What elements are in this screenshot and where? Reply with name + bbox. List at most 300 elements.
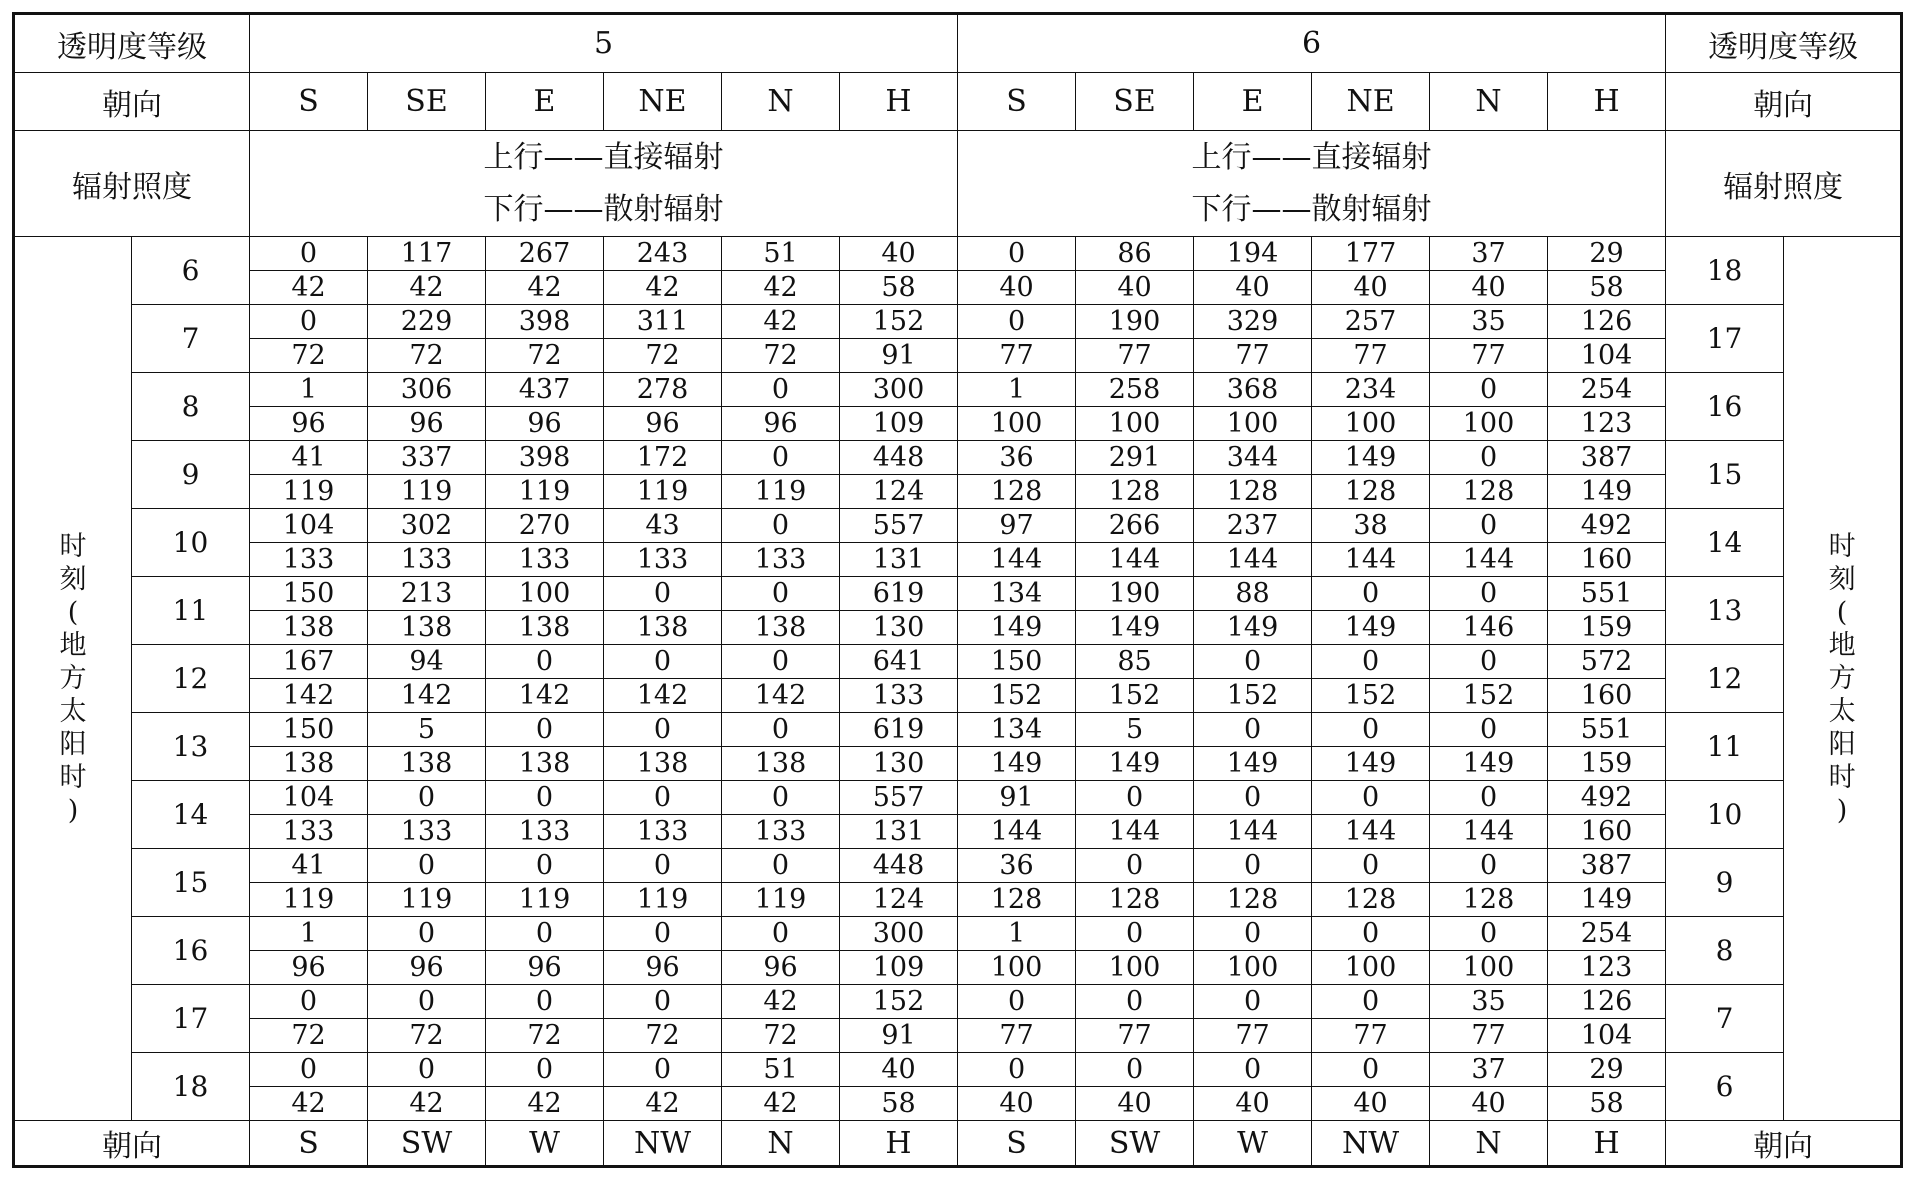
direct-value-cell: 0 bbox=[368, 781, 486, 815]
diffuse-value-cell: 160 bbox=[1548, 543, 1666, 577]
diffuse-value-cell: 133 bbox=[722, 815, 840, 849]
direct-value-cell: 0 bbox=[722, 509, 840, 543]
direct-value-cell: 0 bbox=[486, 849, 604, 883]
table-row-direct bbox=[14, 713, 1902, 747]
diffuse-value-cell: 133 bbox=[604, 543, 722, 577]
hour-left-cell: 9 bbox=[132, 441, 250, 509]
diffuse-value-cell: 91 bbox=[840, 339, 958, 373]
direct-value-cell: 0 bbox=[1076, 917, 1194, 951]
direct-value-cell: 85 bbox=[1076, 645, 1194, 679]
diffuse-value-cell: 149 bbox=[1194, 611, 1312, 645]
direct-value-cell: 150 bbox=[250, 713, 368, 747]
direct-value-cell: 1 bbox=[958, 373, 1076, 407]
diffuse-value-cell: 133 bbox=[250, 543, 368, 577]
direct-value-cell: 267 bbox=[486, 237, 604, 271]
time-label-char: ) bbox=[1836, 795, 1848, 826]
diffuse-value-cell: 109 bbox=[840, 951, 958, 985]
table-row-diffuse bbox=[14, 271, 1902, 305]
orientation-header-cell: N bbox=[1430, 73, 1548, 131]
diffuse-value-cell: 160 bbox=[1548, 815, 1666, 849]
hour-right-cell: 8 bbox=[1666, 917, 1784, 985]
diffuse-value-cell: 142 bbox=[250, 679, 368, 713]
level-5-header: 5 bbox=[250, 14, 958, 73]
time-label-right bbox=[1784, 237, 1902, 1121]
diffuse-value-cell: 119 bbox=[604, 475, 722, 509]
table-row-direct bbox=[14, 917, 1902, 951]
hour-left-cell: 12 bbox=[132, 645, 250, 713]
orientation-footer-cell: W bbox=[1194, 1121, 1312, 1167]
diffuse-value-cell: 144 bbox=[1312, 543, 1430, 577]
direct-value-cell: 1 bbox=[250, 373, 368, 407]
diffuse-value-cell: 42 bbox=[368, 1087, 486, 1121]
diffuse-value-cell: 152 bbox=[958, 679, 1076, 713]
diffuse-value-cell: 149 bbox=[958, 747, 1076, 781]
hour-right-cell: 17 bbox=[1666, 305, 1784, 373]
diffuse-value-cell: 72 bbox=[486, 339, 604, 373]
diffuse-value-cell: 72 bbox=[368, 339, 486, 373]
diffuse-value-cell: 42 bbox=[250, 1087, 368, 1121]
time-label-char: 刻 bbox=[1828, 564, 1856, 595]
diffuse-value-cell: 152 bbox=[1312, 679, 1430, 713]
direct-value-cell: 126 bbox=[1548, 985, 1666, 1019]
diffuse-value-cell: 144 bbox=[1312, 815, 1430, 849]
table-row-diffuse bbox=[14, 543, 1902, 577]
direct-value-cell: 41 bbox=[250, 849, 368, 883]
direct-value-cell: 100 bbox=[486, 577, 604, 611]
table-row-direct bbox=[14, 645, 1902, 679]
diffuse-value-cell: 144 bbox=[1430, 815, 1548, 849]
diffuse-value-cell: 119 bbox=[722, 883, 840, 917]
direct-value-cell: 0 bbox=[486, 645, 604, 679]
direct-value-cell: 0 bbox=[1430, 509, 1548, 543]
direct-value-cell: 41 bbox=[250, 441, 368, 475]
hour-left-cell: 7 bbox=[132, 305, 250, 373]
direct-value-cell: 172 bbox=[604, 441, 722, 475]
direct-value-cell: 0 bbox=[1430, 917, 1548, 951]
diffuse-value-cell: 144 bbox=[1194, 543, 1312, 577]
direct-value-cell: 5 bbox=[368, 713, 486, 747]
direct-value-cell: 0 bbox=[958, 237, 1076, 271]
time-label-char: 时 bbox=[1828, 531, 1856, 562]
direct-value-cell: 97 bbox=[958, 509, 1076, 543]
diffuse-value-cell: 42 bbox=[604, 1087, 722, 1121]
diffuse-value-cell: 40 bbox=[1076, 271, 1194, 305]
table-row-direct bbox=[14, 305, 1902, 339]
diffuse-value-cell: 119 bbox=[250, 883, 368, 917]
direct-value-cell: 152 bbox=[840, 305, 958, 339]
direct-value-cell: 213 bbox=[368, 577, 486, 611]
irradiance-table bbox=[12, 12, 1903, 1168]
diffuse-value-cell: 128 bbox=[1076, 475, 1194, 509]
direct-value-cell: 448 bbox=[840, 849, 958, 883]
time-label-char: 地 bbox=[59, 630, 87, 661]
legend-lower-line: 下行——散射辐射 bbox=[1191, 191, 1432, 227]
diffuse-value-cell: 72 bbox=[368, 1019, 486, 1053]
diffuse-value-cell: 100 bbox=[1312, 407, 1430, 441]
direct-value-cell: 0 bbox=[604, 1053, 722, 1087]
time-label-char: 时 bbox=[59, 531, 87, 562]
hour-right-cell: 18 bbox=[1666, 237, 1784, 305]
time-label-char: 时 bbox=[59, 762, 87, 793]
header-row-transparency bbox=[14, 14, 1902, 73]
hour-left-cell: 6 bbox=[132, 237, 250, 305]
diffuse-value-cell: 152 bbox=[1194, 679, 1312, 713]
direct-value-cell: 492 bbox=[1548, 781, 1666, 815]
direct-value-cell: 51 bbox=[722, 1053, 840, 1087]
hour-right-cell: 13 bbox=[1666, 577, 1784, 645]
direct-value-cell: 258 bbox=[1076, 373, 1194, 407]
orientation-header-cell: E bbox=[486, 73, 604, 131]
time-label-stack bbox=[56, 530, 90, 827]
orientation-footer-cell: S bbox=[250, 1121, 368, 1167]
hour-left-cell: 17 bbox=[132, 985, 250, 1053]
direct-value-cell: 51 bbox=[722, 237, 840, 271]
direct-value-cell: 43 bbox=[604, 509, 722, 543]
diffuse-value-cell: 146 bbox=[1430, 611, 1548, 645]
direct-value-cell: 0 bbox=[604, 713, 722, 747]
table-row-diffuse bbox=[14, 475, 1902, 509]
direct-value-cell: 37 bbox=[1430, 237, 1548, 271]
direct-value-cell: 243 bbox=[604, 237, 722, 271]
orientation-header-cell: E bbox=[1194, 73, 1312, 131]
direct-value-cell: 329 bbox=[1194, 305, 1312, 339]
direct-value-cell: 40 bbox=[840, 1053, 958, 1087]
diffuse-value-cell: 142 bbox=[486, 679, 604, 713]
time-label-char: 方 bbox=[1828, 663, 1856, 694]
diffuse-value-cell: 77 bbox=[1194, 1019, 1312, 1053]
diffuse-value-cell: 119 bbox=[486, 475, 604, 509]
orientation-footer-cell: H bbox=[840, 1121, 958, 1167]
diffuse-value-cell: 96 bbox=[722, 951, 840, 985]
diffuse-value-cell: 42 bbox=[368, 271, 486, 305]
direct-value-cell: 0 bbox=[722, 917, 840, 951]
direct-value-cell: 0 bbox=[604, 781, 722, 815]
direct-value-cell: 0 bbox=[1312, 577, 1430, 611]
direct-value-cell: 5 bbox=[1076, 713, 1194, 747]
diffuse-value-cell: 40 bbox=[1194, 271, 1312, 305]
diffuse-value-cell: 96 bbox=[250, 951, 368, 985]
diffuse-value-cell: 119 bbox=[368, 883, 486, 917]
diffuse-value-cell: 40 bbox=[1430, 271, 1548, 305]
direct-value-cell: 254 bbox=[1548, 373, 1666, 407]
diffuse-value-cell: 77 bbox=[1430, 1019, 1548, 1053]
direct-value-cell: 270 bbox=[486, 509, 604, 543]
hour-right-cell: 11 bbox=[1666, 713, 1784, 781]
direct-value-cell: 0 bbox=[1194, 645, 1312, 679]
diffuse-value-cell: 77 bbox=[1076, 1019, 1194, 1053]
direct-value-cell: 0 bbox=[1194, 849, 1312, 883]
table-row-direct bbox=[14, 441, 1902, 475]
diffuse-value-cell: 100 bbox=[1312, 951, 1430, 985]
table-row-diffuse bbox=[14, 679, 1902, 713]
time-label-char: 时 bbox=[1828, 762, 1856, 793]
direct-value-cell: 306 bbox=[368, 373, 486, 407]
hour-right-cell: 14 bbox=[1666, 509, 1784, 577]
diffuse-value-cell: 123 bbox=[1548, 407, 1666, 441]
direct-value-cell: 0 bbox=[1312, 985, 1430, 1019]
direct-value-cell: 0 bbox=[604, 645, 722, 679]
orientation-footer-cell: N bbox=[1430, 1121, 1548, 1167]
direct-value-cell: 0 bbox=[604, 849, 722, 883]
direct-value-cell: 0 bbox=[1312, 849, 1430, 883]
diffuse-value-cell: 152 bbox=[1076, 679, 1194, 713]
direct-value-cell: 302 bbox=[368, 509, 486, 543]
diffuse-value-cell: 40 bbox=[1312, 271, 1430, 305]
diffuse-value-cell: 133 bbox=[722, 543, 840, 577]
time-label-char: 太 bbox=[59, 696, 87, 727]
diffuse-value-cell: 124 bbox=[840, 475, 958, 509]
diffuse-value-cell: 133 bbox=[368, 815, 486, 849]
table-row-direct bbox=[14, 849, 1902, 883]
direct-value-cell: 0 bbox=[368, 917, 486, 951]
direct-value-cell: 0 bbox=[1430, 713, 1548, 747]
diffuse-value-cell: 149 bbox=[1548, 883, 1666, 917]
legend-lower-line: 下行——散射辐射 bbox=[483, 191, 724, 227]
diffuse-value-cell: 159 bbox=[1548, 747, 1666, 781]
diffuse-value-cell: 100 bbox=[958, 407, 1076, 441]
diffuse-value-cell: 138 bbox=[722, 611, 840, 645]
direct-value-cell: 0 bbox=[722, 645, 840, 679]
direct-value-cell: 0 bbox=[486, 917, 604, 951]
orientation-header-cell: H bbox=[840, 73, 958, 131]
time-label-char: ( bbox=[1836, 597, 1848, 628]
direct-value-cell: 0 bbox=[1430, 781, 1548, 815]
diffuse-value-cell: 104 bbox=[1548, 339, 1666, 373]
irradiance-label-right: 辐射照度 bbox=[1666, 131, 1902, 237]
diffuse-value-cell: 119 bbox=[604, 883, 722, 917]
diffuse-value-cell: 100 bbox=[1430, 951, 1548, 985]
direct-value-cell: 37 bbox=[1430, 1053, 1548, 1087]
orientation-header-cell: N bbox=[722, 73, 840, 131]
diffuse-value-cell: 144 bbox=[1076, 815, 1194, 849]
diffuse-value-cell: 144 bbox=[1194, 815, 1312, 849]
table-row-diffuse bbox=[14, 339, 1902, 373]
direct-value-cell: 0 bbox=[604, 985, 722, 1019]
direct-value-cell: 0 bbox=[486, 713, 604, 747]
direct-value-cell: 0 bbox=[368, 1053, 486, 1087]
direct-value-cell: 42 bbox=[722, 305, 840, 339]
diffuse-value-cell: 131 bbox=[840, 543, 958, 577]
diffuse-value-cell: 77 bbox=[958, 1019, 1076, 1053]
direct-value-cell: 126 bbox=[1548, 305, 1666, 339]
direct-value-cell: 0 bbox=[722, 713, 840, 747]
table-row-direct bbox=[14, 509, 1902, 543]
diffuse-value-cell: 138 bbox=[368, 611, 486, 645]
diffuse-value-cell: 130 bbox=[840, 611, 958, 645]
diffuse-value-cell: 42 bbox=[604, 271, 722, 305]
diffuse-value-cell: 40 bbox=[958, 271, 1076, 305]
direct-value-cell: 0 bbox=[486, 1053, 604, 1087]
orientation-footer-cell: NW bbox=[604, 1121, 722, 1167]
diffuse-value-cell: 40 bbox=[1076, 1087, 1194, 1121]
diffuse-value-cell: 104 bbox=[1548, 1019, 1666, 1053]
direct-value-cell: 344 bbox=[1194, 441, 1312, 475]
orientation-footer-cell: N bbox=[722, 1121, 840, 1167]
direct-value-cell: 619 bbox=[840, 713, 958, 747]
diffuse-value-cell: 119 bbox=[250, 475, 368, 509]
diffuse-value-cell: 128 bbox=[1194, 475, 1312, 509]
direct-value-cell: 29 bbox=[1548, 1053, 1666, 1087]
diffuse-value-cell: 96 bbox=[486, 407, 604, 441]
orientation-header-cell: S bbox=[250, 73, 368, 131]
direct-value-cell: 190 bbox=[1076, 577, 1194, 611]
direct-value-cell: 0 bbox=[250, 1053, 368, 1087]
direct-value-cell: 0 bbox=[1194, 713, 1312, 747]
diffuse-value-cell: 149 bbox=[1312, 611, 1430, 645]
diffuse-value-cell: 142 bbox=[604, 679, 722, 713]
direct-value-cell: 35 bbox=[1430, 985, 1548, 1019]
hour-right-cell: 12 bbox=[1666, 645, 1784, 713]
diffuse-value-cell: 128 bbox=[1430, 883, 1548, 917]
time-label-char: 方 bbox=[59, 663, 87, 694]
diffuse-value-cell: 159 bbox=[1548, 611, 1666, 645]
diffuse-value-cell: 131 bbox=[840, 815, 958, 849]
diffuse-value-cell: 128 bbox=[1312, 475, 1430, 509]
direct-value-cell: 104 bbox=[250, 781, 368, 815]
direct-value-cell: 152 bbox=[840, 985, 958, 1019]
direct-value-cell: 0 bbox=[250, 985, 368, 1019]
hour-right-cell: 6 bbox=[1666, 1053, 1784, 1121]
diffuse-value-cell: 100 bbox=[1194, 951, 1312, 985]
table-row-direct bbox=[14, 1053, 1902, 1087]
diffuse-value-cell: 72 bbox=[604, 1019, 722, 1053]
diffuse-value-cell: 58 bbox=[840, 1087, 958, 1121]
hour-left-cell: 11 bbox=[132, 577, 250, 645]
diffuse-value-cell: 149 bbox=[1194, 747, 1312, 781]
orientation-label-left: 朝向 bbox=[14, 73, 250, 131]
direct-value-cell: 134 bbox=[958, 713, 1076, 747]
direct-value-cell: 0 bbox=[1194, 781, 1312, 815]
diffuse-value-cell: 96 bbox=[722, 407, 840, 441]
diffuse-value-cell: 100 bbox=[1076, 407, 1194, 441]
diffuse-value-cell: 40 bbox=[1194, 1087, 1312, 1121]
table-row-diffuse bbox=[14, 883, 1902, 917]
direct-value-cell: 398 bbox=[486, 305, 604, 339]
direct-value-cell: 0 bbox=[1430, 373, 1548, 407]
orientation-footer-cell: SW bbox=[1076, 1121, 1194, 1167]
diffuse-value-cell: 72 bbox=[250, 1019, 368, 1053]
orientation-header-cell: S bbox=[958, 73, 1076, 131]
diffuse-value-cell: 40 bbox=[1430, 1087, 1548, 1121]
diffuse-value-cell: 142 bbox=[722, 679, 840, 713]
hour-right-cell: 9 bbox=[1666, 849, 1784, 917]
diffuse-value-cell: 133 bbox=[486, 815, 604, 849]
diffuse-value-cell: 96 bbox=[486, 951, 604, 985]
orientation-footer-cell: NW bbox=[1312, 1121, 1430, 1167]
diffuse-value-cell: 109 bbox=[840, 407, 958, 441]
direct-value-cell: 150 bbox=[958, 645, 1076, 679]
diffuse-value-cell: 138 bbox=[722, 747, 840, 781]
diffuse-value-cell: 128 bbox=[958, 883, 1076, 917]
orientation-header-cell: SE bbox=[368, 73, 486, 131]
diffuse-value-cell: 42 bbox=[722, 271, 840, 305]
direct-value-cell: 0 bbox=[1194, 985, 1312, 1019]
direct-value-cell: 0 bbox=[958, 985, 1076, 1019]
direct-value-cell: 237 bbox=[1194, 509, 1312, 543]
diffuse-value-cell: 144 bbox=[958, 815, 1076, 849]
diffuse-value-cell: 96 bbox=[250, 407, 368, 441]
direct-value-cell: 104 bbox=[250, 509, 368, 543]
table-row-diffuse bbox=[14, 1087, 1902, 1121]
direct-value-cell: 557 bbox=[840, 509, 958, 543]
direct-value-cell: 91 bbox=[958, 781, 1076, 815]
diffuse-value-cell: 72 bbox=[722, 1019, 840, 1053]
hour-left-cell: 16 bbox=[132, 917, 250, 985]
hour-right-cell: 10 bbox=[1666, 781, 1784, 849]
diffuse-value-cell: 138 bbox=[250, 747, 368, 781]
direct-value-cell: 0 bbox=[1312, 917, 1430, 951]
direct-value-cell: 38 bbox=[1312, 509, 1430, 543]
time-label-char: 太 bbox=[1828, 696, 1856, 727]
direct-value-cell: 0 bbox=[1312, 713, 1430, 747]
diffuse-value-cell: 40 bbox=[958, 1087, 1076, 1121]
diffuse-value-cell: 100 bbox=[1430, 407, 1548, 441]
diffuse-value-cell: 96 bbox=[368, 951, 486, 985]
time-label-left bbox=[14, 237, 132, 1121]
direct-value-cell: 291 bbox=[1076, 441, 1194, 475]
time-label-char: 阳 bbox=[1828, 729, 1856, 760]
diffuse-value-cell: 138 bbox=[604, 611, 722, 645]
diffuse-value-cell: 133 bbox=[250, 815, 368, 849]
table-row-direct bbox=[14, 985, 1902, 1019]
hour-right-cell: 7 bbox=[1666, 985, 1784, 1053]
direct-value-cell: 0 bbox=[250, 237, 368, 271]
direct-value-cell: 117 bbox=[368, 237, 486, 271]
diffuse-value-cell: 72 bbox=[604, 339, 722, 373]
direct-value-cell: 448 bbox=[840, 441, 958, 475]
direct-value-cell: 337 bbox=[368, 441, 486, 475]
diffuse-value-cell: 100 bbox=[958, 951, 1076, 985]
hour-right-cell: 16 bbox=[1666, 373, 1784, 441]
direct-value-cell: 150 bbox=[250, 577, 368, 611]
orientation-footer-cell: H bbox=[1548, 1121, 1666, 1167]
time-label-char: ) bbox=[67, 795, 79, 826]
table-row-diffuse bbox=[14, 407, 1902, 441]
direct-value-cell: 134 bbox=[958, 577, 1076, 611]
direct-value-cell: 311 bbox=[604, 305, 722, 339]
diffuse-value-cell: 144 bbox=[1076, 543, 1194, 577]
direct-value-cell: 0 bbox=[1312, 1053, 1430, 1087]
diffuse-value-cell: 100 bbox=[1076, 951, 1194, 985]
diffuse-value-cell: 149 bbox=[1430, 747, 1548, 781]
orientation-footer-cell: SW bbox=[368, 1121, 486, 1167]
direct-value-cell: 40 bbox=[840, 237, 958, 271]
time-label-char: 阳 bbox=[59, 729, 87, 760]
direct-value-cell: 0 bbox=[368, 985, 486, 1019]
diffuse-value-cell: 149 bbox=[958, 611, 1076, 645]
direct-value-cell: 29 bbox=[1548, 237, 1666, 271]
orientation-label-right: 朝向 bbox=[1666, 73, 1902, 131]
level-6-header: 6 bbox=[958, 14, 1666, 73]
direct-value-cell: 42 bbox=[722, 985, 840, 1019]
diffuse-value-cell: 77 bbox=[1076, 339, 1194, 373]
diffuse-value-cell: 128 bbox=[1430, 475, 1548, 509]
diffuse-value-cell: 149 bbox=[1548, 475, 1666, 509]
direct-value-cell: 0 bbox=[1430, 849, 1548, 883]
direct-value-cell: 0 bbox=[958, 305, 1076, 339]
diffuse-value-cell: 149 bbox=[1312, 747, 1430, 781]
direct-value-cell: 572 bbox=[1548, 645, 1666, 679]
direct-value-cell: 194 bbox=[1194, 237, 1312, 271]
legend-upper-line: 上行——直接辐射 bbox=[1191, 139, 1432, 175]
time-label-char: ( bbox=[67, 597, 79, 628]
direct-value-cell: 36 bbox=[958, 849, 1076, 883]
orientation-header-cell: NE bbox=[1312, 73, 1430, 131]
header-row-irradiance bbox=[14, 131, 1902, 237]
direct-value-cell: 0 bbox=[1076, 1053, 1194, 1087]
direct-value-cell: 398 bbox=[486, 441, 604, 475]
direct-value-cell: 0 bbox=[1076, 781, 1194, 815]
